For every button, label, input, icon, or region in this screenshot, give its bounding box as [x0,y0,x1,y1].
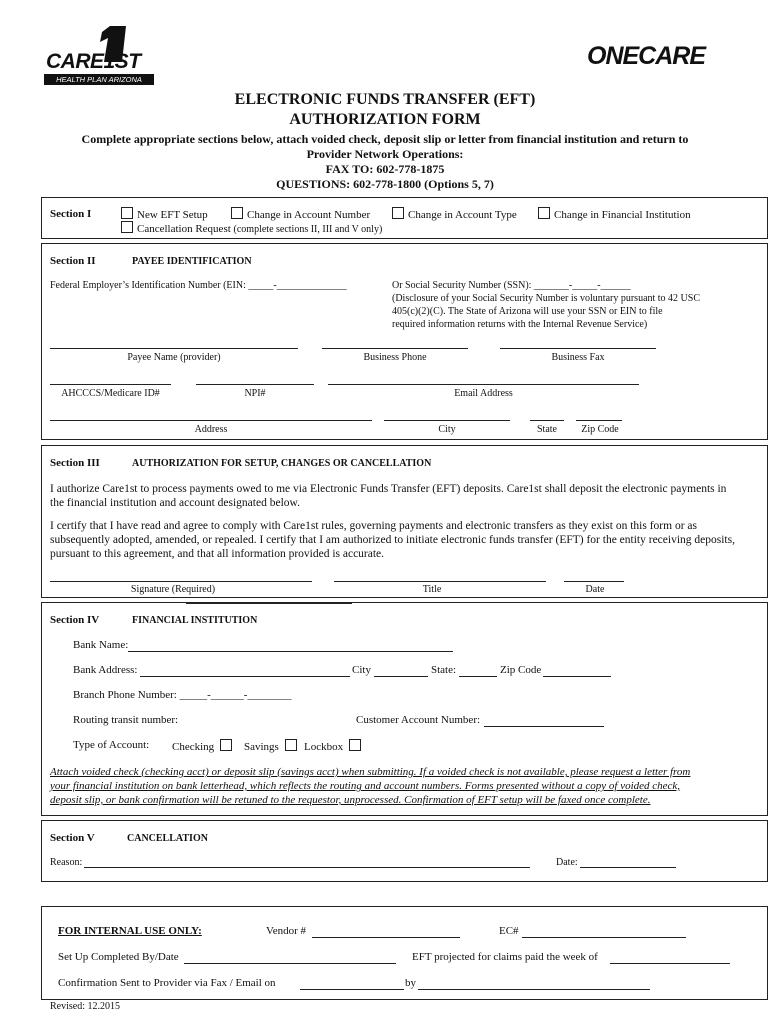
change-financial-institution-checkbox[interactable] [538,207,550,219]
change-account-type-label: Change in Account Type [408,209,517,221]
cancel-date-label: Date: [556,857,578,868]
bank-state-field[interactable] [459,676,497,677]
section-3-title: AUTHORIZATION FOR SETUP, CHANGES OR CANCELLATION [132,458,432,469]
ahcccs-id-field[interactable] [50,384,171,385]
email-field[interactable] [328,384,639,385]
eft-projected-label: EFT projected for claims paid the week of [412,951,598,963]
lockbox-label: Lockbox [304,741,344,753]
section-1 [41,197,768,239]
date-label: Date [585,584,605,595]
checking-checkbox[interactable] [220,739,232,751]
ssn-disclosure-line2: 405(c)(2)(C). The State of Arizona will use your SSN or EIN to file [392,306,663,317]
section-3-label: Section III [50,457,100,469]
address-field[interactable] [50,420,372,421]
city-field[interactable] [384,420,510,421]
form-title-line2: AUTHORIZATION FORM [289,111,481,128]
bank-zip-field[interactable] [543,676,611,677]
checking-option[interactable] [172,739,236,753]
instructions-line2: Provider Network Operations: [306,147,464,161]
bank-name-field[interactable] [128,651,453,652]
ssn-disclosure-line3: required information returns with the Internal Revenue Service) [392,319,648,330]
change-account-type-checkbox[interactable] [392,207,404,219]
ssn-disclosure-line1: (Disclosure of your Social Security Number is voluntary pursuant to 42 USC [392,293,701,304]
cancellation-request-checkbox[interactable] [121,221,133,233]
questions-number: QUESTIONS: 602-778-1800 (Options 5, 7) [276,177,494,191]
section-2-title: PAYEE IDENTIFICATION [132,256,252,267]
reason-label: Reason: [50,857,83,868]
care1st-logo [44,22,156,86]
email-label: Email Address [454,388,513,399]
ahcccs-id-label: AHCCCS/Medicare ID# [61,388,160,399]
section-2-label: Section II [50,255,96,267]
fax-number: FAX TO: 602-778-1875 [325,162,445,176]
form-title-line1: ELECTRONIC FUNDS TRANSFER (EFT) [234,91,536,108]
cancellation-request-note: (complete sections II, III and V only) [233,224,383,235]
ein-field[interactable]: Federal Employer’s Identification Number (EIN: _____-______________ [50,280,347,291]
cancellation-request-option[interactable] [121,221,382,235]
care1st-logo-subtext: HEALTH PLAN ARIZONA [44,74,154,85]
zip-code-label: Zip Code [581,424,619,435]
instructions-line1: Complete appropriate sections below, attach voided check, deposit slip or letter from financial institution and return to [81,132,689,146]
section-4-title: FINANCIAL INSTITUTION [132,615,258,626]
savings-option[interactable] [244,739,301,753]
bank-zip-label: Zip Code [500,664,542,676]
new-eft-setup-option[interactable] [121,207,208,221]
npi-label: NPI# [244,388,266,399]
customer-account-label: Customer Account Number: [356,714,481,726]
bank-city-label: City [352,664,371,676]
address-label: Address [194,424,228,435]
savings-label: Savings [244,741,279,753]
savings-checkbox[interactable] [285,739,297,751]
certification-paragraph-line3: pursuant to this agreement, and that all information provided is accurate. [50,548,385,560]
cancel-date-field[interactable] [580,867,676,868]
bank-address-label: Bank Address: [73,664,138,676]
change-account-number-label: Change in Account Number [247,209,371,221]
business-phone-label: Business Phone [363,352,427,363]
payee-name-label: Payee Name (provider) [127,352,221,363]
branch-phone-field[interactable]: Branch Phone Number: _____-______-________ [73,689,292,701]
section-5-label: Section V [50,832,95,844]
new-eft-setup-checkbox[interactable] [121,207,133,219]
change-account-number-option[interactable] [231,207,370,221]
confirmation-by-label: by [405,977,416,989]
routing-number-label: Routing transit number: [73,714,179,726]
date-field[interactable] [564,581,624,582]
section-4-label: Section IV [50,614,100,626]
routing-number-field[interactable] [186,603,352,604]
new-eft-setup-label: New EFT Setup [137,209,208,221]
business-phone-field[interactable] [322,348,468,349]
section-1-label: Section I [50,208,92,220]
section-4 [41,602,768,816]
ssn-field[interactable]: Or Social Security Number (SSN): _______-_____-______ [392,280,631,291]
change-account-type-option[interactable] [392,207,517,221]
business-fax-label: Business Fax [551,352,605,363]
confirmation-date-field[interactable] [300,989,404,990]
section-5 [41,820,768,882]
change-financial-institution-option[interactable] [538,207,691,221]
certification-paragraph-line1: I certify that I have read and agree to comply with Care1st rules, governing payments and electronic transfers as they exist on this form or as [50,520,697,532]
ec-label: EC# [499,925,519,937]
authorization-paragraph-line2: the financial institution and account designated below. [50,497,300,509]
city-label: City [438,424,456,435]
lockbox-checkbox[interactable] [349,739,361,751]
lockbox-option[interactable] [304,739,365,753]
confirmation-sent-label: Confirmation Sent to Provider via Fax / Email on [58,977,276,989]
onecare-logo: ONECARE [587,42,706,70]
vendor-field[interactable] [312,937,460,938]
care1st-logo-text: CARE1ST [46,50,141,73]
eft-projected-field[interactable] [610,963,730,964]
business-fax-field[interactable] [500,348,656,349]
title-label: Title [422,584,442,595]
vendor-label: Vendor # [266,925,307,937]
change-financial-institution-label: Change in Financial Institution [554,209,691,221]
voided-check-note-line3: deposit slip, or bank confirmation will be retuned to the requestor, unprocessed. Confirmation of EFT setup will be faxed once complete. [50,794,651,806]
section-2 [41,243,768,440]
voided-check-note-line1: Attach voided check (checking acct) or deposit slip (savings acct) when submitting. If a voided check is not available, please request a letter from [50,766,691,778]
section-3 [41,445,768,598]
reason-field[interactable] [84,867,530,868]
internal-use-box [41,906,768,1000]
payee-name-field[interactable] [50,348,298,349]
npi-field[interactable] [196,384,314,385]
bank-address-field[interactable] [140,676,350,677]
bank-state-label: State: [431,664,457,676]
title-field[interactable] [334,581,546,582]
ec-field[interactable] [522,937,686,938]
type-of-account-label: Type of Account: [73,739,150,751]
setup-completed-label: Set Up Completed By/Date [58,951,179,963]
signature-field[interactable] [50,581,312,582]
internal-use-title: FOR INTERNAL USE ONLY: [58,925,202,937]
customer-account-field[interactable] [484,726,604,727]
revised-date: Revised: 12.2015 [50,1001,120,1012]
cancellation-request-label: Cancellation Request [137,223,231,235]
voided-check-note-line2: your financial institution on bank letterhead, which reflects the routing and account numbers. Forms presented without a copy of voided check, [50,780,681,792]
zip-code-field[interactable] [576,420,622,421]
bank-name-label: Bank Name: [73,639,129,651]
section-5-title: CANCELLATION [127,833,208,844]
certification-paragraph-line2: subsequently adopted, amended, or repealed. I certify that I am authorized to initiate electronic funds transfer (EFT) for the entity receiving deposits, [50,534,735,546]
state-label: State [537,424,557,435]
bank-city-field[interactable] [374,676,428,677]
change-account-number-checkbox[interactable] [231,207,243,219]
checking-label: Checking [172,741,215,753]
state-field[interactable] [530,420,564,421]
setup-completed-field[interactable] [184,963,396,964]
signature-label: Signature (Required) [130,584,216,595]
confirmation-by-field[interactable] [418,989,650,990]
authorization-paragraph-line1: I authorize Care1st to process payments owed to me via Electronic Funds Transfer (EFT) deposits. Care1st shall deposit the electronic payments in [50,483,727,495]
